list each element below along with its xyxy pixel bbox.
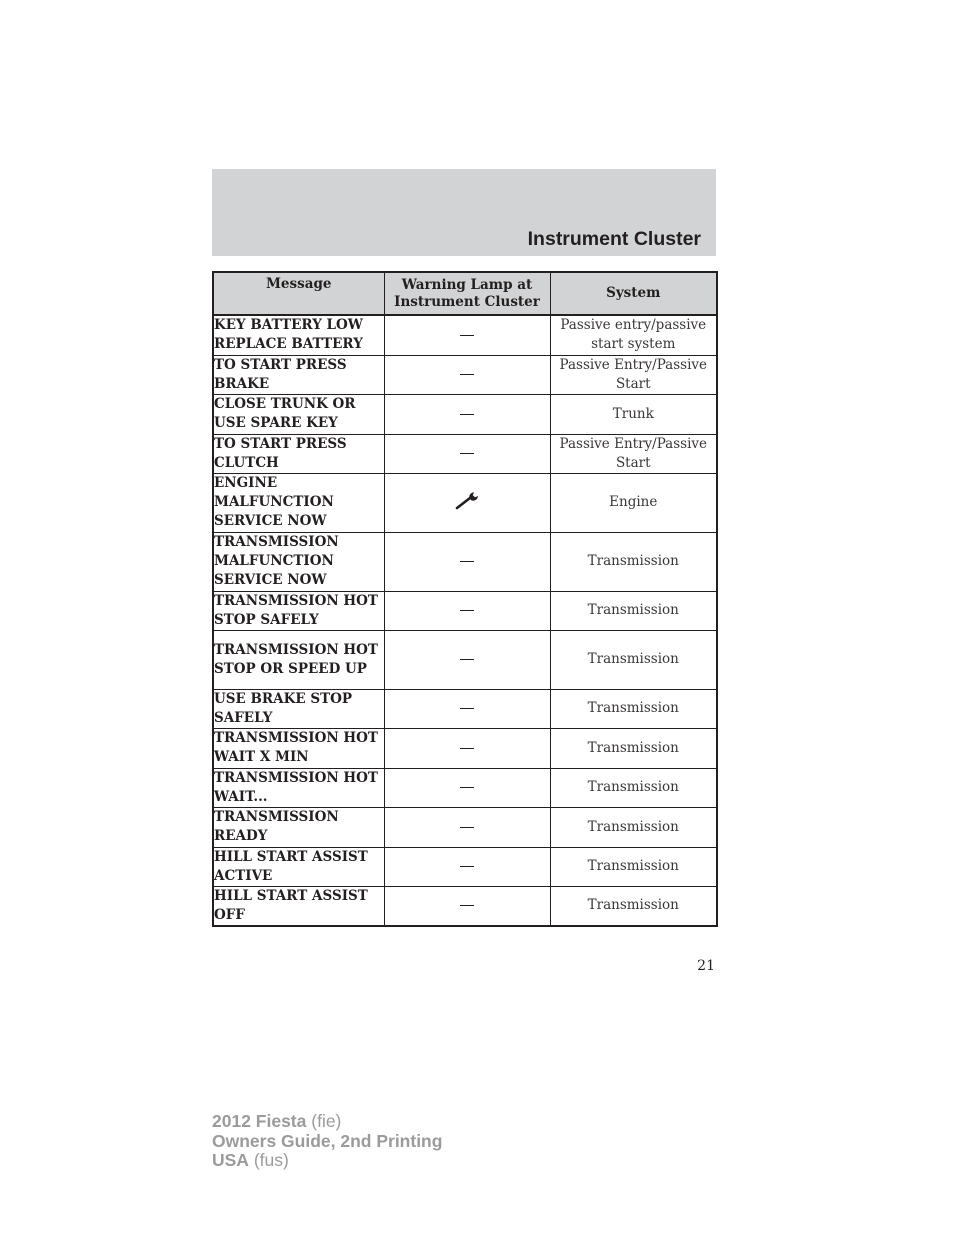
table-row — [213, 630, 717, 689]
table-row — [213, 394, 717, 434]
message-cell: TRANSMISSION HOT WAIT X MIN — [213, 728, 384, 768]
message-cell: TO START PRESS CLUTCH — [213, 434, 384, 473]
page-number: 21 — [697, 958, 715, 974]
lamp-cell — [384, 394, 550, 434]
footer-guide: Owners Guide, 2nd Printing — [212, 1130, 443, 1151]
footer-model-code: (fie) — [311, 1111, 342, 1131]
table-header-row — [213, 272, 717, 315]
message-cell: ENGINE MALFUNCTION SERVICE NOW — [213, 473, 384, 532]
table-row — [213, 315, 717, 355]
footer-market-code: (fus) — [253, 1150, 289, 1170]
no-lamp-dash — [460, 827, 474, 828]
footer-line-model — [212, 1112, 442, 1132]
system-cell: Transmission — [550, 630, 717, 689]
system-cell: Trunk — [550, 394, 717, 434]
no-lamp-dash — [460, 610, 474, 611]
table-row — [213, 532, 717, 591]
table-row — [213, 886, 717, 926]
message-cell: CLOSE TRUNK OR USE SPARE KEY — [213, 394, 384, 434]
system-cell: Transmission — [550, 847, 717, 886]
system-cell: Transmission — [550, 532, 717, 591]
message-cell: KEY BATTERY LOW REPLACE BATTERY — [213, 315, 384, 355]
system-cell: Transmission — [550, 728, 717, 768]
no-lamp-dash — [460, 374, 474, 375]
footer-edition-info — [212, 1112, 442, 1171]
lamp-cell — [384, 689, 550, 728]
message-cell: HILL START ASSIST OFF — [213, 886, 384, 926]
table-row — [213, 689, 717, 728]
column-header-warning-lamp: Warning Lamp at Instrument Cluster — [384, 272, 550, 315]
footer-line-market — [212, 1151, 442, 1171]
column-header-message: Message — [213, 272, 384, 315]
system-cell: Passive Entry/Passive Start — [550, 355, 717, 394]
system-cell: Transmission — [550, 886, 717, 926]
section-header-band — [212, 169, 716, 256]
table-row — [213, 355, 717, 394]
message-cell: TRANSMISSION HOT WAIT... — [213, 768, 384, 807]
table-row — [213, 591, 717, 630]
system-cell: Engine — [550, 473, 717, 532]
no-lamp-dash — [460, 905, 474, 906]
lamp-cell — [384, 630, 550, 689]
no-lamp-dash — [460, 708, 474, 709]
no-lamp-dash — [460, 659, 474, 660]
no-lamp-dash — [460, 787, 474, 788]
table-row — [213, 728, 717, 768]
lamp-cell — [384, 532, 550, 591]
lamp-cell — [384, 728, 550, 768]
message-cell: HILL START ASSIST ACTIVE — [213, 847, 384, 886]
wrench-icon — [453, 489, 481, 517]
lamp-cell — [384, 434, 550, 473]
system-cell: Transmission — [550, 807, 717, 847]
message-table — [212, 271, 718, 927]
no-lamp-dash — [460, 561, 474, 562]
lamp-cell — [384, 355, 550, 394]
system-cell: Passive entry/passive start system — [550, 315, 717, 355]
message-cell: TRANSMISSION HOT STOP SAFELY — [213, 591, 384, 630]
lamp-cell — [384, 473, 550, 532]
footer-line-guide — [212, 1132, 442, 1152]
message-cell: TO START PRESS BRAKE — [213, 355, 384, 394]
table-row — [213, 807, 717, 847]
message-cell: TRANSMISSION MALFUNCTION SERVICE NOW — [213, 532, 384, 591]
message-cell: TRANSMISSION READY — [213, 807, 384, 847]
message-cell: USE BRAKE STOP SAFELY — [213, 689, 384, 728]
lamp-cell — [384, 315, 550, 355]
table-row — [213, 473, 717, 532]
message-cell: TRANSMISSION HOT STOP OR SPEED UP — [213, 630, 384, 689]
no-lamp-dash — [460, 453, 474, 454]
table-row — [213, 847, 717, 886]
lamp-cell — [384, 591, 550, 630]
table-row — [213, 768, 717, 807]
system-cell: Transmission — [550, 768, 717, 807]
column-header-system: System — [550, 272, 717, 315]
lamp-cell — [384, 768, 550, 807]
table-row — [213, 434, 717, 473]
no-lamp-dash — [460, 414, 474, 415]
no-lamp-dash — [460, 866, 474, 867]
lamp-cell — [384, 886, 550, 926]
no-lamp-dash — [460, 335, 474, 336]
lamp-cell — [384, 847, 550, 886]
system-cell: Transmission — [550, 689, 717, 728]
system-cell: Transmission — [550, 591, 717, 630]
no-lamp-dash — [460, 748, 474, 749]
footer-market: USA — [212, 1150, 249, 1170]
lamp-cell — [384, 807, 550, 847]
footer-model: 2012 Fiesta — [212, 1111, 307, 1131]
system-cell: Passive Entry/Passive Start — [550, 434, 717, 473]
section-title: Instrument Cluster — [527, 228, 701, 250]
